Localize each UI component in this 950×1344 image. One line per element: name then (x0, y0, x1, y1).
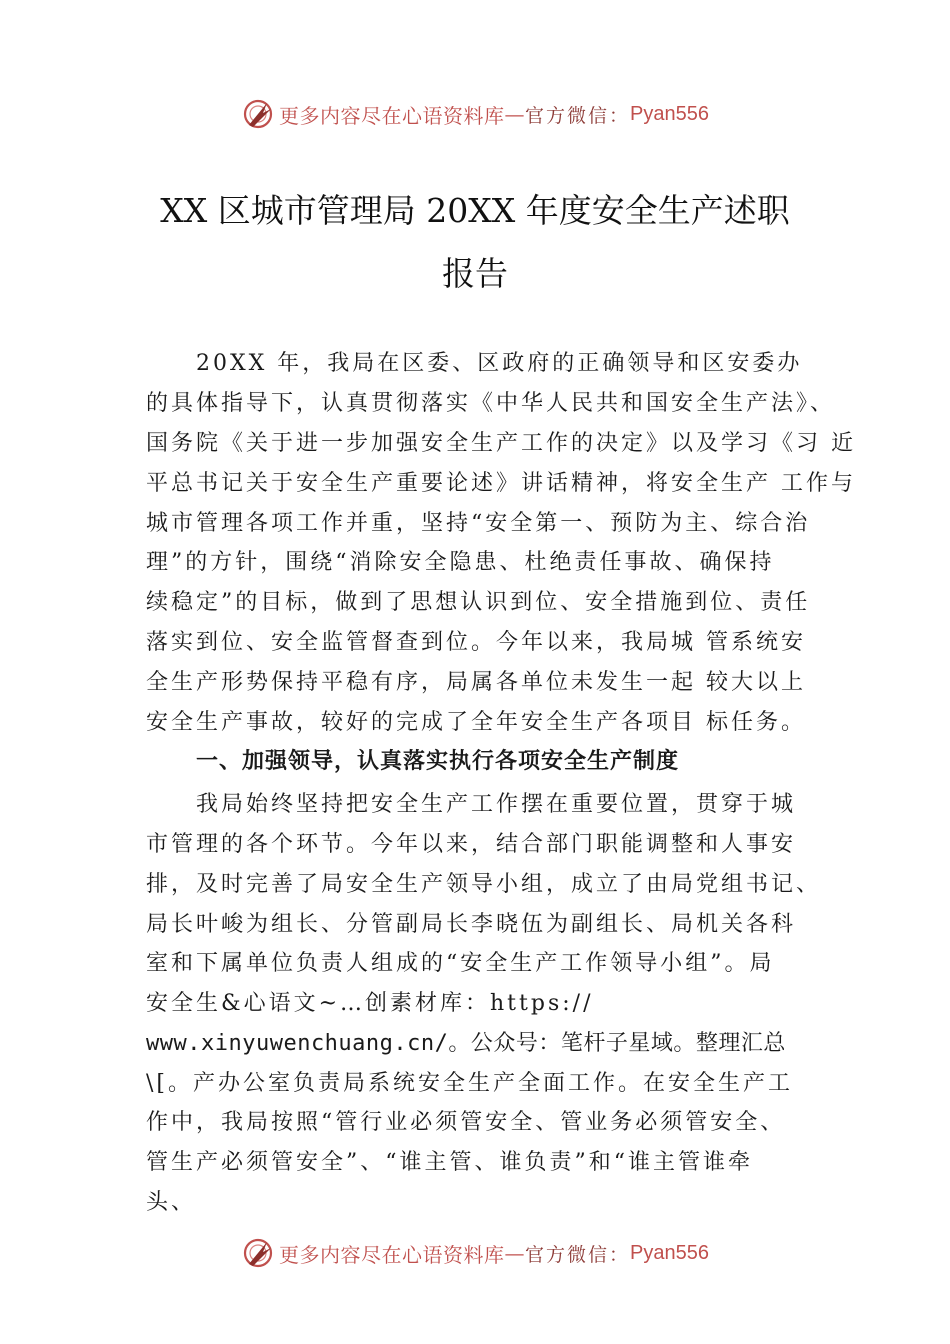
body-line: 安全生&心语文~…创素材库：https:// (146, 991, 594, 1016)
document-title-line-1: XX 区城市管理局 20XX 年度安全生产述职 (160, 191, 790, 230)
header-banner (0, 94, 950, 134)
quill-logo-icon (241, 97, 275, 131)
body-line: 续稳定”的目标，做到了思想认识到位、安全措施到位、责任 (146, 590, 811, 615)
body-line: 平总书记关于安全生产重要论述》讲话精神，将安全生产 工作与 (146, 471, 856, 496)
banner-dash: — (504, 1241, 525, 1265)
body-line: \[。产办公室负责局系统安全生产全面工作。在安全生产工 (146, 1071, 793, 1096)
banner-text: 更多内容尽在心语资料库 (279, 1242, 505, 1267)
banner-dash: — (504, 102, 525, 126)
body-line: www.xinyuwenchuang.cn/。公众号：笔杆子星域。整理汇总 (146, 1031, 786, 1056)
banner-label: 官方微信： (525, 1243, 631, 1266)
body-line: 落实到位、安全监管督查到位。今年以来，我局城 管系统安 (146, 630, 806, 655)
banner-wechat-id: Pyan556 (630, 102, 709, 125)
banner-text: 更多内容尽在心语资料库 (279, 103, 505, 128)
document-title-line-2: 报告 (442, 254, 508, 293)
body-line: 市管理的各个环节。今年以来，结合部门职能调整和人事安 (146, 832, 797, 857)
body-line: 全生产形势保持平稳有序，局属各单位未发生一起 较大以上 (146, 670, 806, 695)
body-line: 20XX 年，我局在区委、区政府的正确领导和区安委办 (196, 351, 803, 376)
body-line: 管生产必须管安全”、“谁主管、谁负责”和“谁主管谁牵 (146, 1150, 753, 1175)
body-line: 安全生产事故，较好的完成了全年安全生产各项目 标任务。 (146, 710, 806, 735)
banner-wechat-id: Pyan556 (630, 1241, 709, 1264)
section-heading: 一、加强领导，认真落实执行各项安全生产制度 (196, 749, 680, 774)
body-line: 头、 (146, 1190, 197, 1215)
body-line: 的具体指导下，认真贯彻落实《中华人民共和国安全生产法》、 (146, 391, 836, 416)
body-line: 我局始终坚持把安全生产工作摆在重要位置，贯穿于城 (196, 792, 797, 817)
body-line: 室和下属单位负责人组成的“安全生产工作领导小组”。局 (146, 951, 775, 976)
banner-label: 官方微信： (525, 104, 631, 127)
body-line: 城市管理各项工作并重，坚持“安全第一、预防为主、综合治 (146, 511, 811, 536)
body-line: 局长叶峻为组长、分管副局长李晓伍为副组长、局机关各科 (146, 912, 797, 937)
body-line: 国务院《关于进一步加强安全生产工作的决定》以及学习《习 近 (146, 431, 856, 456)
footer-banner (0, 1233, 950, 1273)
body-line: 排，及时完善了局安全生产领导小组，成立了由局党组书记、 (146, 872, 822, 897)
quill-logo-icon (241, 1236, 275, 1270)
body-line: 作中，我局按照“管行业必须管安全、管业务必须管安全、 (146, 1110, 786, 1135)
body-line: 理”的方针，围绕“消除安全隐患、杜绝责任事故、确保持 (146, 550, 775, 575)
